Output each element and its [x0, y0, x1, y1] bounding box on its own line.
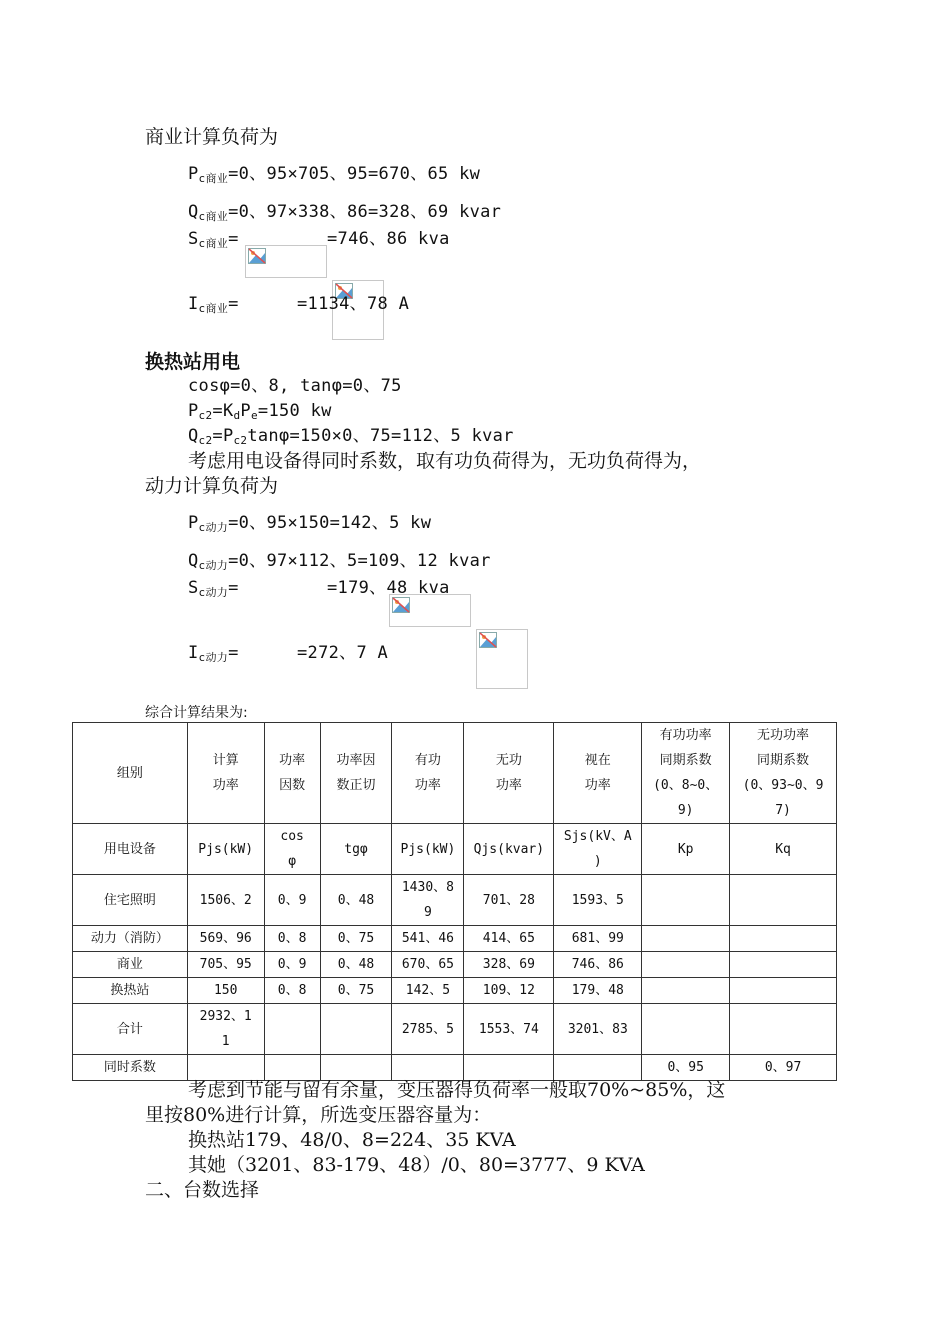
table-row	[73, 952, 837, 978]
qc2-line: $Q_{c2}=P_{c2}\tan\varphi=150\times 0$、75=112、5 kvar	[188, 426, 514, 447]
total-cos	[264, 1004, 320, 1055]
total-kp	[642, 1004, 730, 1055]
commercial-sc-line: $S_{c商业}=$	[188, 229, 239, 250]
commercial-pc-line: $P_{c商业}=0$、95×705、95=670、65 kw	[188, 164, 481, 185]
broken-image-icon	[479, 632, 497, 648]
commercial-sc-result: =746、86 kva	[327, 229, 450, 249]
header-group: 组别	[73, 723, 188, 824]
heat-station-heading: 换热站用电	[145, 351, 241, 373]
section-heading-count: 二、台数选择	[145, 1179, 260, 1201]
total-q: 1553、74	[464, 1004, 554, 1055]
broken-image-icon	[248, 248, 266, 264]
units-label: 用电设备	[73, 824, 188, 875]
row-pjs: 569、96	[187, 926, 264, 952]
table-row	[73, 926, 837, 952]
units-pjs: Pjs(kW)	[187, 824, 264, 875]
row-cos: 0、9	[264, 952, 320, 978]
simul-s	[554, 1055, 642, 1081]
cos-tan-line: cosφ=0、8, tanφ=0、75	[188, 376, 402, 396]
header-tangent: 功率因 数正切	[320, 723, 392, 824]
commercial-heading: 商业计算负荷为	[145, 126, 279, 148]
power-qc-line: $Q_{c动力}=0$、97×112、5=109、12 kvar	[188, 551, 491, 572]
row-name: 换热站	[73, 978, 188, 1004]
row-kq	[730, 978, 837, 1004]
simul-q	[464, 1055, 554, 1081]
row-pjs: 705、95	[187, 952, 264, 978]
header-kp: 有功功率 同期系数 (0、8~0、 9)	[642, 723, 730, 824]
table-units-row	[73, 824, 837, 875]
total-pjs: 2932、1 1	[187, 1004, 264, 1055]
tail-line-1: 考虑到节能与留有余量，变压器得负荷率一般取70%~85%，这	[188, 1079, 726, 1101]
total-s: 3201、83	[554, 1004, 642, 1055]
row-cos: 0、9	[264, 875, 320, 926]
table-row	[73, 875, 837, 926]
units-kp: Kp	[642, 824, 730, 875]
table-total-row	[73, 1004, 837, 1055]
row-tg: 0、48	[320, 952, 392, 978]
tail-line-3: 换热站179、48/0、8=224、35 KVA	[188, 1129, 516, 1151]
row-name: 动力（消防）	[73, 926, 188, 952]
simul-kp: 0、95	[642, 1055, 730, 1081]
header-kq: 无功功率 同期系数 (0、93~0、9 7)	[730, 723, 837, 824]
total-p: 2785、5	[392, 1004, 464, 1055]
row-s: 681、99	[554, 926, 642, 952]
units-tg: tgφ	[320, 824, 392, 875]
row-kp	[642, 875, 730, 926]
row-kq	[730, 952, 837, 978]
row-pjs: 1506、2	[187, 875, 264, 926]
row-q: 701、28	[464, 875, 554, 926]
row-p: 1430、8 9	[392, 875, 464, 926]
header-apparent-power: 视在 功率	[554, 723, 642, 824]
table-caption: 综合计算结果为:	[145, 705, 248, 721]
row-kq	[730, 875, 837, 926]
table-row	[73, 978, 837, 1004]
power-ic-line: $I_{c动力}=$	[188, 643, 239, 664]
header-power-factor: 功率 因数	[264, 723, 320, 824]
simul-cos	[264, 1055, 320, 1081]
row-q: 109、12	[464, 978, 554, 1004]
row-cos: 0、8	[264, 926, 320, 952]
row-kq	[730, 926, 837, 952]
row-q: 328、69	[464, 952, 554, 978]
simul-name: 同时系数	[73, 1055, 188, 1081]
row-pjs: 150	[187, 978, 264, 1004]
simul-pjs	[187, 1055, 264, 1081]
row-cos: 0、8	[264, 978, 320, 1004]
results-table	[72, 722, 837, 1081]
header-active-power: 有功 功率	[392, 723, 464, 824]
commercial-ic-line: $I_{c商业}=$	[188, 294, 239, 315]
table-simultaneity-row	[73, 1055, 837, 1081]
row-tg: 0、48	[320, 875, 392, 926]
row-s: 1593、5	[554, 875, 642, 926]
commercial-ic-result: =1134、78 A	[297, 294, 410, 314]
simul-kq: 0、97	[730, 1055, 837, 1081]
table-header-row	[73, 723, 837, 824]
units-sjs: Sjs(kV、A )	[554, 824, 642, 875]
commercial-qc-line: $Q_{c商业}=0$、97×338、86=328、69 kvar	[188, 202, 502, 223]
formula-image	[476, 629, 528, 689]
tail-line-2: 里按80%进行计算，所选变压器容量为：	[145, 1104, 492, 1126]
header-reactive-power: 无功 功率	[464, 723, 554, 824]
power-ic-result: =272、7 A	[297, 643, 389, 663]
total-kq	[730, 1004, 837, 1055]
simultaneity-paragraph: 考虑用电设备得同时系数，取有功负荷得为，无功负荷得为，	[188, 450, 702, 472]
row-p: 142、5	[392, 978, 464, 1004]
power-sc-line: $S_{c动力}=$	[188, 578, 239, 599]
row-s: 746、86	[554, 952, 642, 978]
tail-line-4: 其她（3201、83-179、48）/0、80=3777、9 KVA	[188, 1154, 645, 1176]
row-p: 541、46	[392, 926, 464, 952]
units-qjs: Qjs(kvar)	[464, 824, 554, 875]
units-cos: cos φ	[264, 824, 320, 875]
total-name: 合计	[73, 1004, 188, 1055]
row-name: 商业	[73, 952, 188, 978]
row-tg: 0、75	[320, 978, 392, 1004]
total-tg	[320, 1004, 392, 1055]
units-pjs2: Pjs(kW)	[392, 824, 464, 875]
row-p: 670、65	[392, 952, 464, 978]
simul-p	[392, 1055, 464, 1081]
row-name: 住宅照明	[73, 875, 188, 926]
units-kq: Kq	[730, 824, 837, 875]
row-kp	[642, 952, 730, 978]
row-tg: 0、75	[320, 926, 392, 952]
pc2-line: $P_{c2}=K_dP_e=150$ kw	[188, 401, 332, 422]
row-kp	[642, 978, 730, 1004]
power-sc-result: =179、48 kva	[327, 578, 450, 598]
row-s: 179、48	[554, 978, 642, 1004]
header-calc-power: 计算 功率	[187, 723, 264, 824]
power-load-heading: 动力计算负荷为	[145, 475, 279, 497]
formula-image	[245, 245, 327, 278]
row-kp	[642, 926, 730, 952]
simul-tg	[320, 1055, 392, 1081]
row-q: 414、65	[464, 926, 554, 952]
power-pc-line: $P_{c动力}=0$、95×150=142、5 kw	[188, 513, 432, 534]
